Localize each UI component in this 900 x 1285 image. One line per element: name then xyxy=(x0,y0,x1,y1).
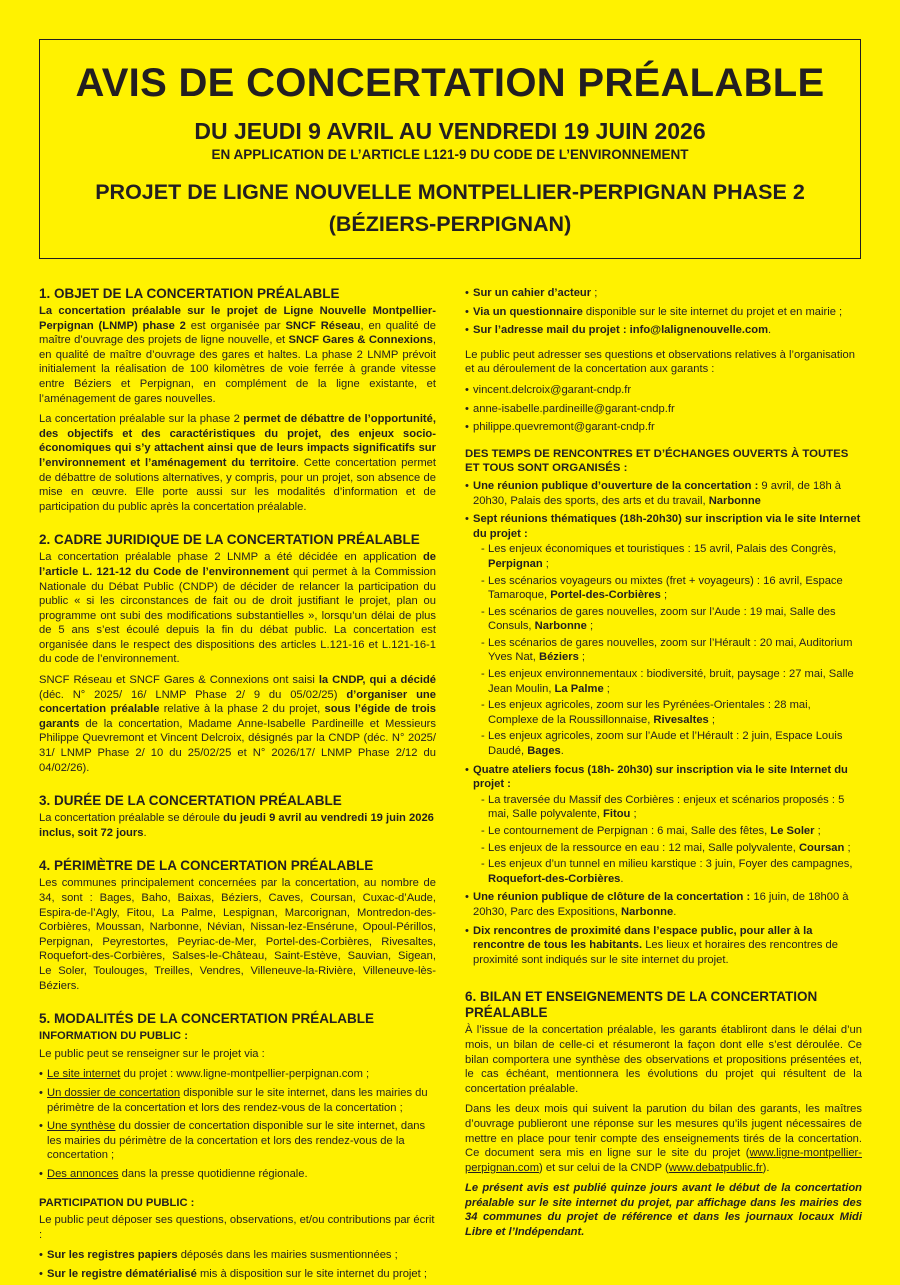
thematic-list xyxy=(473,542,862,758)
list-item: • Sur un cahier d’acteur ; xyxy=(465,286,862,301)
concertation-dates: DU JEUDI 9 AVRIL AU VENDREDI 19 JUIN 2026 xyxy=(194,118,706,144)
list-item: • Un dossier de concertation disponible sur le site internet, dans les mairies du périmètre de la concertation et lors des rendez-vous de la concertation ; xyxy=(39,1086,436,1115)
list-item: • Via un questionnaire disponible sur le site internet du projet et en mairie ; xyxy=(465,305,862,320)
focus-list xyxy=(473,793,862,887)
list-item: - Les enjeux d’un tunnel en milieu karstique : 3 juin, Foyer des campagnes, Roquefort-des-Corbières. xyxy=(481,857,862,886)
list-item: - Les enjeux de la ressource en eau : 12 mai, Salle polyvalente, Coursan ; xyxy=(481,841,862,856)
section-1-title: 1. OBJET DE LA CONCERTATION PRÉALABLE xyxy=(39,286,340,301)
participation-list-part-1 xyxy=(39,1248,436,1281)
list-item: • Sur les registres papiers déposés dans les mairies susmentionnées ; xyxy=(39,1248,436,1263)
legal-reference: EN APPLICATION DE L’ARTICLE L121-9 DU CODE DE L’ENVIRONNEMENT xyxy=(211,147,689,162)
focus-workshops: • Quatre ateliers focus (18h- 20h30) sur inscription via le site Internet du projet : - La traversée du Massif des Corbières : enjeux et scénarios proposés : 5 mai, Salle polyvalente, Fitou ; - Le contournement de Perpignan : 6 mai, Salle des fêtes, Le Soler ; - Les enjeux de la ressource en eau : 12 mai, Salle polyvalente, Coursan ; - Les enjeux d’un tunnel en milieu karstique : 3 juin, Foyer des campagnes, Roquefort-des-Corbières. xyxy=(465,763,862,887)
project-name-line-1: PROJET DE LIGNE NOUVELLE MONTPELLIER-PERPIGNAN PHASE 2 xyxy=(95,180,805,204)
garant-email[interactable]: • anne-isabelle.pardineille@garant-cndp.fr xyxy=(465,402,862,417)
left-column xyxy=(39,286,436,1285)
section-3-title: 3. DURÉE DE LA CONCERTATION PRÉALABLE xyxy=(39,793,342,809)
header-box xyxy=(39,39,861,259)
meetings-list xyxy=(465,479,862,967)
section-1-paragraph-1: La concertation préalable sur le projet de Ligne Nouvelle Montpellier-Perpignan (LNMP) phase 2 est organisée par SNCF Réseau, en qualité de maître d’ouvrage des projets de ligne nouvelle, et SNCF Gares & Connexions, en qualité de maître d’ouvrage des gares et haltes. La phase 2 LNMP prévoit initialement la réalisation de 100 kilomètres de voie ferrée à grande vitesse entre Béziers et Perpignan, en complément de la ligne existante, et l’aménagement de gares nouvelles. xyxy=(39,305,436,405)
list-item: • Sur l’adresse mail du projet : info@lalignenouvelle.com. xyxy=(465,323,862,338)
information-intro: Le public peut se renseigner sur le projet via : xyxy=(39,1047,265,1060)
section-1-paragraph-2: La concertation préalable sur la phase 2 permet de débattre de l’opportunité, des objectifs et des caractéristiques du projet, des enjeux socio-économiques qui s’y attachent ainsi que de leurs impacts significatifs sur l’environnement et l’aménagement du territoire. Cette concertation permet de débattre de solutions alternatives, y compris, pour un projet, son absence de mise en œuvre. Elle porte aussi sur les modalités d’information et de participation du public après la concertation préalable. xyxy=(39,413,436,513)
list-item: - Les enjeux agricoles, zoom sur l’Aude et l’Hérault : 2 juin, Espace Louis Daudé, Bages. xyxy=(481,729,862,758)
section-6-title: 6. BILAN ET ENSEIGNEMENTS DE LA CONCERTATION PRÉALABLE xyxy=(465,989,818,1021)
section-5-title: 5. MODALITÉS DE LA CONCERTATION PRÉALABLE xyxy=(39,1011,375,1027)
participation-heading: PARTICIPATION DU PUBLIC : xyxy=(39,1196,195,1209)
thematic-meetings: • Sept réunions thématiques (18h-20h30) sur inscription via le site Internet du projet : - Les enjeux économiques et touristiques : 15 avril, Palais des Congrès, Perpignan ; - Les scénarios voyageurs ou mixtes (fret + voyageurs) : 16 avril, Espace Tamaroque, Portel-des-Corbières ; - Les scénarios de gares nouvelles, zoom sur l’Aude : 19 mai, Salle des Consuls, Narbonne ; - Les scénarios de gares nouvelles, zoom sur l’Hérault : 20 mai, Auditorium Yves Nat, Béziers ; - Les enjeux environnementaux : biodiversité, bruit, paysage : 27 mai, Salle Jean Moulin, La Palme ; - Les enjeux agricoles, zoom sur les Pyrénées-Orientales : 28 mai, Complexe de la Roussillonnaise, Rivesaltes ; - Les enjeux agricoles, zoom sur l’Aude et l’Hérault : 2 juin, Espace Louis Daudé, Bages. xyxy=(465,512,862,759)
list-item: - Les scénarios voyageurs ou mixtes (fret + voyageurs) : 16 avril, Espace Tamaroque, Portel-des-Corbières ; xyxy=(481,574,862,603)
section-6-paragraph-1: À l’issue de la concertation préalable, les garants établiront dans le délai d’un mois, un bilan de celle-ci et résumeront la façon dont elle s’est déroulée. Ce bilan comportera une synthèse des observations et propositions présentées et, le cas échéant, mentionnera les évolutions du projet qui résultent de la concertation préalable. xyxy=(465,1024,862,1095)
closing-meeting: • Une réunion publique de clôture de la concertation : 16 juin, de 18h00 à 20h30, Parc des Expositions, Narbonne. xyxy=(465,890,862,919)
garant-email[interactable]: • philippe.quevremont@garant-cndp.fr xyxy=(465,420,862,435)
list-item: • Le site internet du projet : www.ligne-montpellier-perpignan.com ; xyxy=(39,1067,436,1082)
garants-list xyxy=(465,383,862,435)
cndp-website-link[interactable]: www.debatpublic.fr xyxy=(668,1161,763,1174)
garant-email[interactable]: • vincent.delcroix@garant-cndp.fr xyxy=(465,383,862,398)
section-2-paragraph-1: La concertation préalable phase 2 LNMP a été décidée en application de l’article L. 121-12 du Code de l’environnement qui permet à la Commission Nationale du Débat Public (CNDP) de décider de relancer la participation du public « si les circonstances de fait ou de droit justifiant le projet, plan ou programme ont subi des modifications substantielles », lorsqu’un délai de plus de 5 ans s’est écoulé depuis la fin du débat public. La concertation est organisée dans le respect des dispositions des articles L.121-16 et L.121-16-1 du code de l’environnement. xyxy=(39,551,436,666)
information-heading: INFORMATION DU PUBLIC : xyxy=(39,1030,188,1043)
garants-intro: Le public peut adresser ses questions et observations relatives à l’organisation et au déroulement de la concertation aux garants : xyxy=(465,348,855,376)
section-3-paragraph: La concertation préalable se déroule du jeudi 9 avril au vendredi 19 juin 2026 inclus, soit 72 jours. xyxy=(39,812,434,839)
right-column xyxy=(465,286,862,1246)
section-2-paragraph-2: SNCF Réseau et SNCF Gares & Connexions ont saisi la CNDP, qui a décidé (déc. N° 2025/ 16/ LNMP Phase 2/ 9 du 05/02/25) d’organiser une concertation préalable relative à la phase 2 du projet, sous l’égide de trois garants de la concertation, Madame Anne-Isabelle Pardineille et Messieurs Philippe Quevremont et Vincent Delcroix, désignés par la CNDP (déc. N° 2025/ 31/ LNMP Phase 2/ 10 du 25/02/25 et N° 2026/17/ LNMP Phase 2/12 du 04/02/26). xyxy=(39,674,436,774)
meetings-heading: DES TEMPS DE RENCONTRES ET D’ÉCHANGES OUVERTS À TOUTES ET TOUS SONT ORGANISÉS : xyxy=(465,447,849,475)
list-item: - La traversée du Massif des Corbières : enjeux et scénarios proposés : 5 mai, Salle polyvalente, Fitou ; xyxy=(481,793,862,822)
list-item: - Le contournement de Perpignan : 6 mai, Salle des fêtes, Le Soler ; xyxy=(481,824,862,839)
section-4-title: 4. PÉRIMÈTRE DE LA CONCERTATION PRÉALABLE xyxy=(39,858,374,874)
project-name xyxy=(40,176,860,240)
section-4-communes: Les communes principalement concernées par la concertation, au nombre de 34, sont : Bages, Baho, Baixas, Béziers, Caves, Coursan, Cuxac-d’Aude, Espira-de-l’Agly, Fitou, La Palme, Lespignan, Marcorignan, Montredon-des-Corbières, Moussan, Narbonne, Névian, Nissan-lez-Ensérune, Opoul-Périllos, Perpignan, Peyrestortes, Peyriac-de-Mer, Portel-des-Corbières, Rivesaltes, Roquefort-des-Corbières, Salses-le-Château, Saint-Estève, Sauvian, Sigean, Le Soler, Toulouges, Treilles, Vendres, Villeneuve-la-Rivière, Villeneuve-lès-Béziers. xyxy=(39,877,436,992)
list-item: • Une synthèse du dossier de concertation disponible sur le site internet, dans les mairies du périmètre de la concertation et lors des rendez-vous de la concertation ; xyxy=(39,1119,436,1163)
section-2-title: 2. CADRE JURIDIQUE DE LA CONCERTATION PRÉALABLE xyxy=(39,532,420,548)
project-website-link[interactable]: www.ligne-montpellier-perpignan.com xyxy=(465,1147,862,1174)
information-list xyxy=(39,1067,436,1181)
publication-note: Le présent avis est publié quinze jours avant le début de la concertation préalable sur le site internet du projet, par affichage dans les mairies des 34 communes du projet de référence et dans les journaux locaux Midi Libre et l’Indépendant. xyxy=(465,1182,862,1239)
list-item: • Sur le registre dématérialisé mis à disposition sur le site internet du projet ; xyxy=(39,1267,436,1282)
section-6-paragraph-2: Dans les deux mois qui suivent la parution du bilan des garants, les maîtres d’ouvrage publieront une réponse sur les mesures qu’ils jugent nécessaires de mettre en place pour tenir compte des enseignements tirés de la concertation. Ce document sera mis en ligne sur le site du projet (www.ligne-montpellier-perpignan.com) et sur celui de la CNDP (www.debatpublic.fr). xyxy=(465,1103,862,1174)
project-name-line-2: (BÉZIERS-PERPIGNAN) xyxy=(328,212,572,236)
proximity-meetings: • Dix rencontres de proximité dans l’espace public, pour aller à la rencontre de tous les habitants. Les lieux et horaires des rencontres de proximité sont indiqués sur le site internet du projet. xyxy=(465,924,862,968)
participation-list-part-2 xyxy=(465,286,862,338)
participation-intro: Le public peut déposer ses questions, observations, et/ou contributions par écrit : xyxy=(39,1214,435,1241)
list-item: - Les scénarios de gares nouvelles, zoom sur l’Aude : 19 mai, Salle des Consuls, Narbonne ; xyxy=(481,605,862,634)
list-item: - Les enjeux économiques et touristiques : 15 avril, Palais des Congrès, Perpignan ; xyxy=(481,542,862,571)
list-item: - Les enjeux environnementaux : biodiversité, bruit, paysage : 27 mai, Salle Jean Moulin, La Palme ; xyxy=(481,667,862,696)
opening-meeting: • Une réunion publique d’ouverture de la concertation : 9 avril, de 18h à 20h30, Palais des sports, des arts et du travail, Narbonne xyxy=(465,479,862,508)
notice-title: AVIS DE CONCERTATION PRÉALABLE xyxy=(75,61,825,105)
list-item: - Les scénarios de gares nouvelles, zoom sur l’Hérault : 20 mai, Auditorium Yves Nat, Béziers ; xyxy=(481,636,862,665)
list-item: • Des annonces dans la presse quotidienne régionale. xyxy=(39,1167,436,1182)
list-item: - Les enjeux agricoles, zoom sur les Pyrénées-Orientales : 28 mai, Complexe de la Roussillonnaise, Rivesaltes ; xyxy=(481,698,862,727)
